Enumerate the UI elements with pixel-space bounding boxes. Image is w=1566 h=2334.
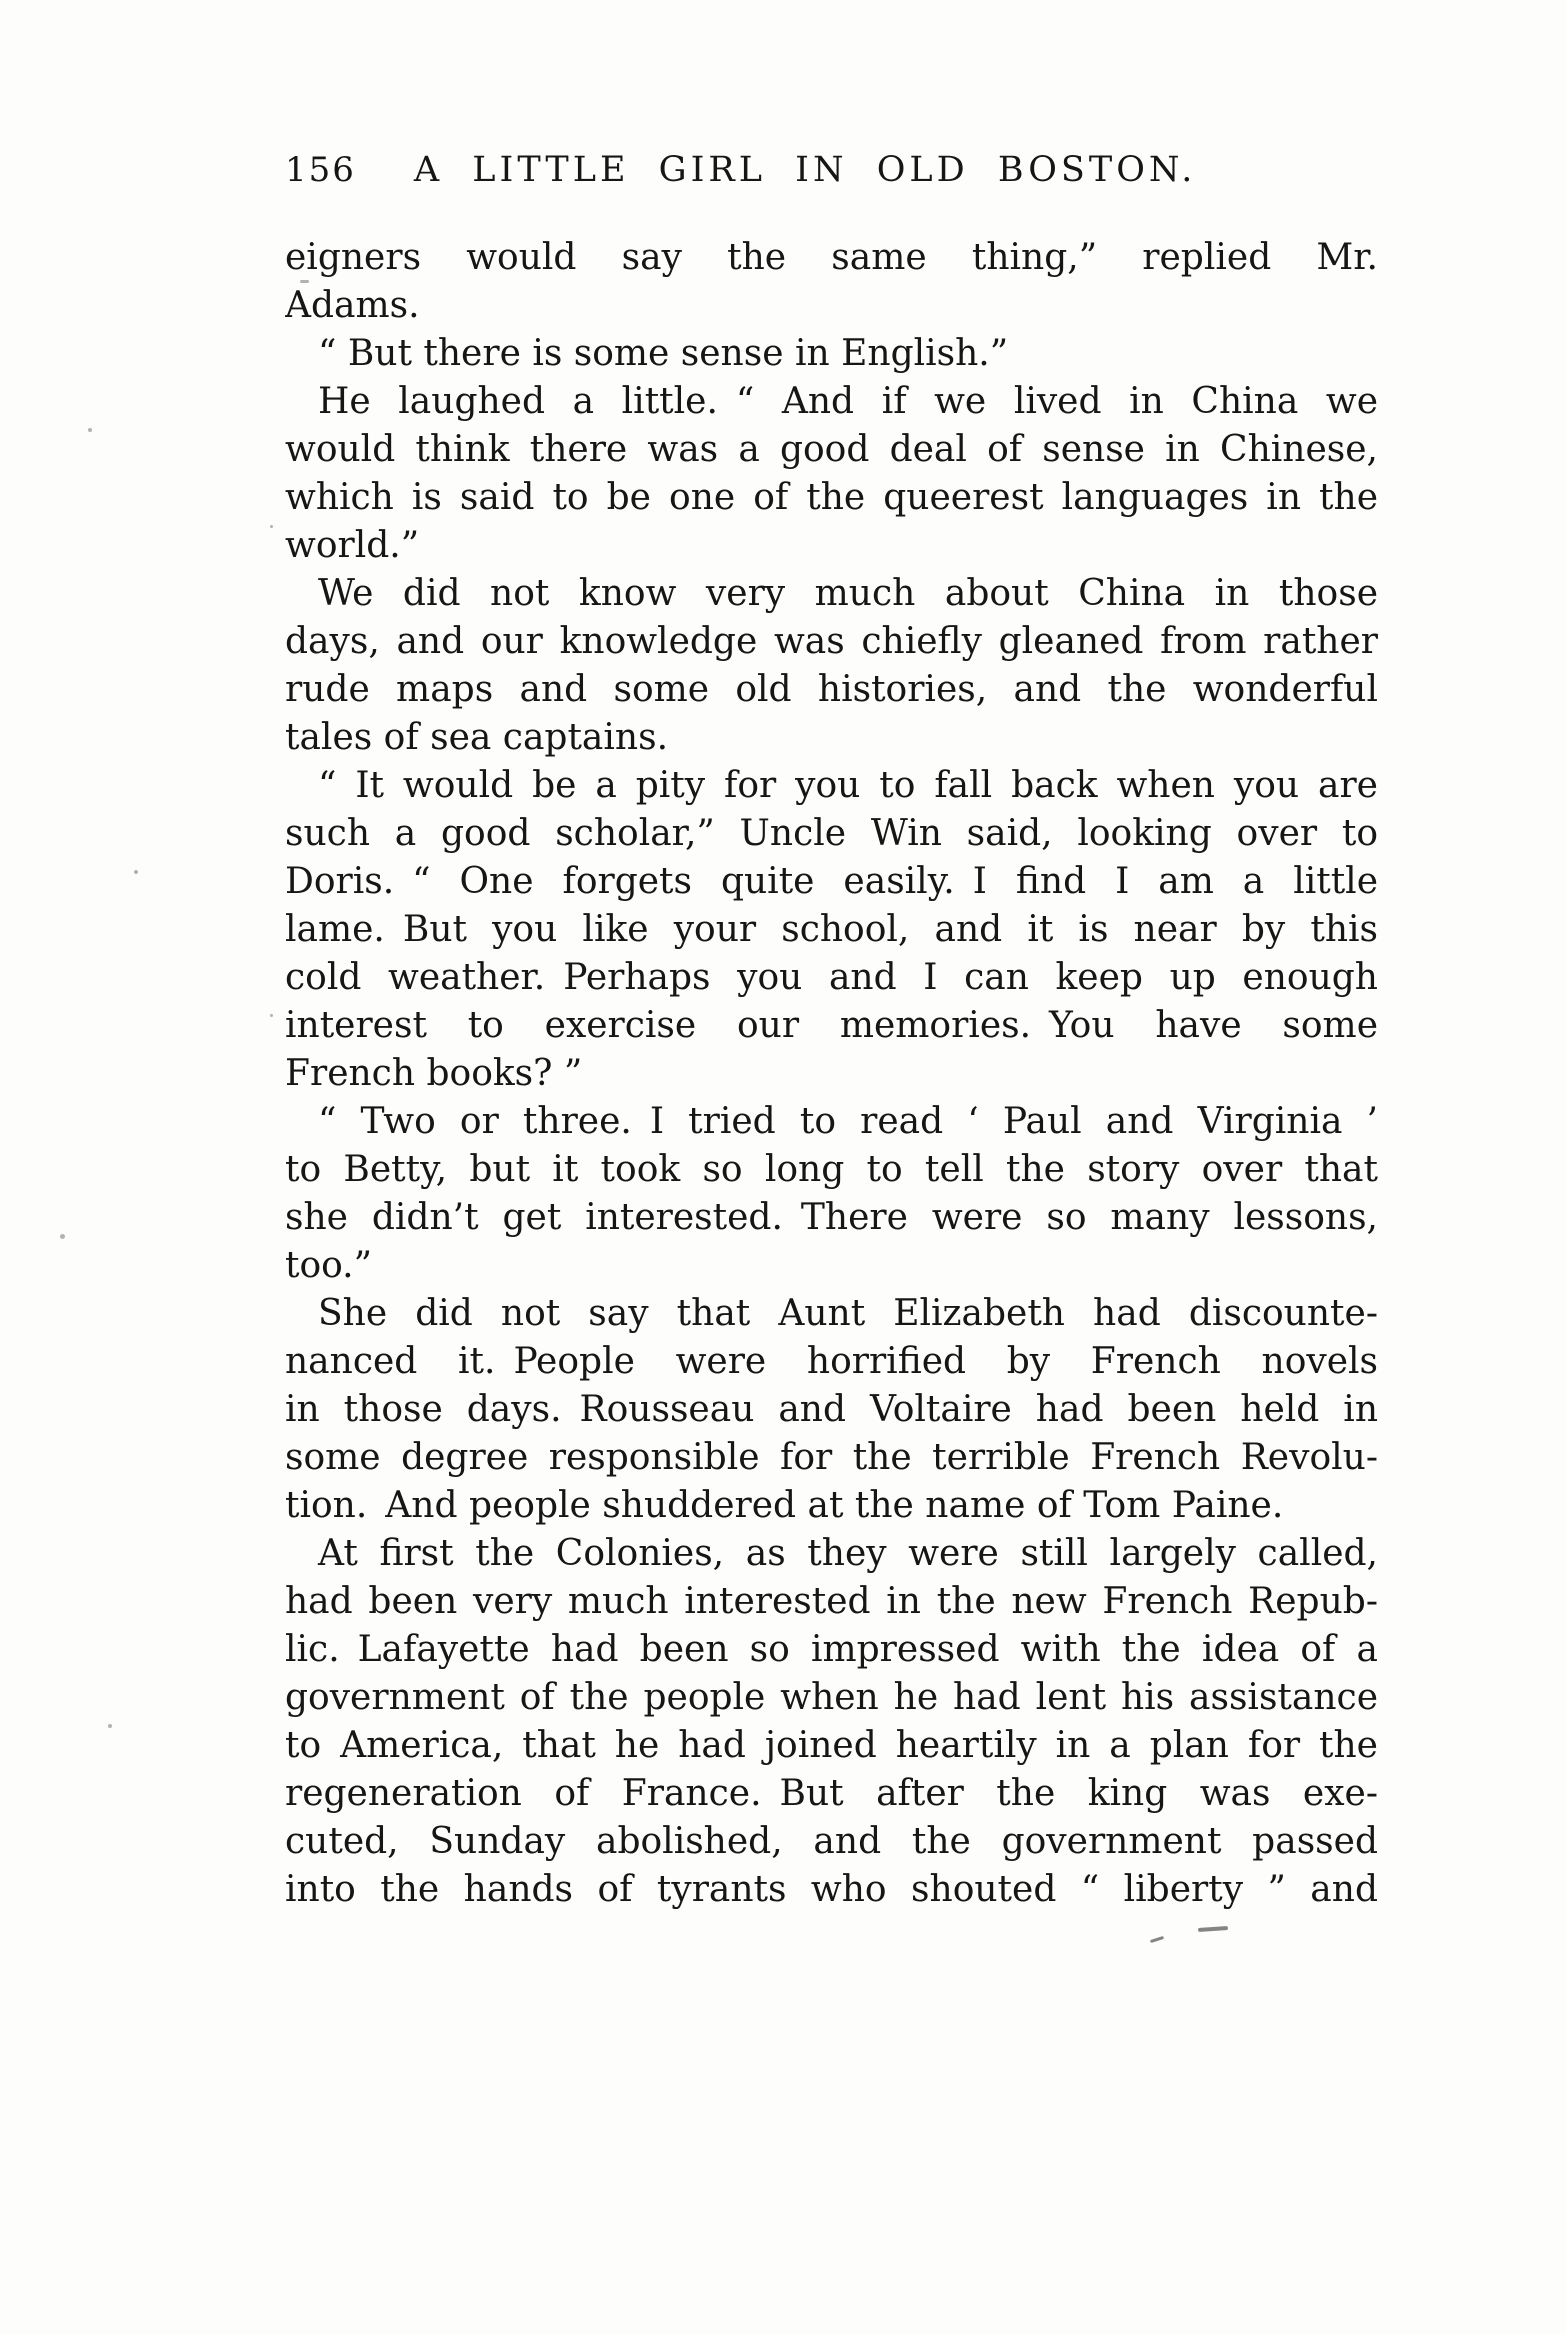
scan-speck: [88, 428, 92, 432]
text-line: He laughed a little. “ And if we lived in China we: [318, 381, 1378, 422]
text-line: government of the people when he had lent his assistance: [285, 1677, 1378, 1718]
text-line: French books? ”: [285, 1053, 583, 1094]
text-line: in those days. Rousseau and Voltaire had been held in: [285, 1389, 1378, 1430]
running-title: A LITTLE GIRL IN OLD BOSTON.: [413, 150, 1197, 190]
text-line: to America, that he had joined heartily in a plan for the: [285, 1725, 1378, 1766]
text-line: into the hands of tyrants who shouted “ liberty ” and: [285, 1869, 1378, 1910]
text-line: “ But there is some sense in English.”: [318, 333, 1009, 374]
text-line: “ It would be a pity for you to fall back when you are: [318, 765, 1378, 806]
text-line: eigners would say the same thing,” replied Mr.: [285, 237, 1378, 278]
text-line: interest to exercise our memories. You have some: [285, 1005, 1378, 1046]
text-line: cold weather. Perhaps you and I can keep up enough: [285, 957, 1378, 998]
text-line: tales of sea captains.: [285, 717, 669, 758]
text-line: such a good scholar,” Uncle Win said, looking over to: [285, 813, 1378, 854]
text-line: Adams.: [285, 285, 420, 326]
page-number: 156: [285, 150, 356, 190]
scan-speck: [270, 525, 273, 528]
text-line: tion. And people shuddered at the name of Tom Paine.: [285, 1485, 1284, 1526]
page-header: [285, 150, 1378, 200]
text-line: which is said to be one of the queerest languages in the: [285, 477, 1378, 518]
text-line: regeneration of France. But after the king was exe-: [285, 1773, 1378, 1814]
text-line: she didn’t get interested. There were so many lessons,: [285, 1197, 1378, 1238]
scan-speck: [300, 280, 309, 283]
text-line: We did not know very much about China in those: [318, 573, 1378, 614]
scan-smudge: [1198, 1926, 1228, 1932]
text-line: lic. Lafayette had been so impressed with the idea of a: [285, 1629, 1378, 1670]
text-line: rude maps and some old histories, and the wonderful: [285, 669, 1378, 710]
text-line: cuted, Sunday abolished, and the government passed: [285, 1821, 1378, 1862]
text-line: would think there was a good deal of sense in Chinese,: [285, 429, 1378, 470]
text-line: lame. But you like your school, and it is near by this: [285, 909, 1378, 950]
text-line: too.”: [285, 1245, 373, 1286]
scan-speck: [270, 1014, 273, 1017]
scan-smudge: [1150, 1936, 1164, 1943]
scan-speck: [134, 870, 138, 874]
text-line: to Betty, but it took so long to tell the story over that: [285, 1149, 1378, 1190]
text-line: She did not say that Aunt Elizabeth had discounte-: [318, 1293, 1378, 1334]
scan-speck: [60, 1234, 65, 1239]
text-line: had been very much interested in the new French Repub-: [285, 1581, 1378, 1622]
text-line: some degree responsible for the terrible French Revolu-: [285, 1437, 1378, 1478]
page-body: [285, 234, 1378, 1914]
text-line: days, and our knowledge was chiefly gleaned from rather: [285, 621, 1378, 662]
text-line: nanced it. People were horrified by French novels: [285, 1341, 1378, 1382]
text-line: At first the Colonies, as they were still largely called,: [318, 1533, 1378, 1574]
text-line: “ Two or three. I tried to read ‘ Paul and Virginia ’: [318, 1101, 1378, 1142]
text-line: world.”: [285, 525, 420, 566]
scan-speck: [108, 1724, 112, 1728]
text-line: Doris. “ One forgets quite easily. I find I am a little: [285, 861, 1378, 902]
